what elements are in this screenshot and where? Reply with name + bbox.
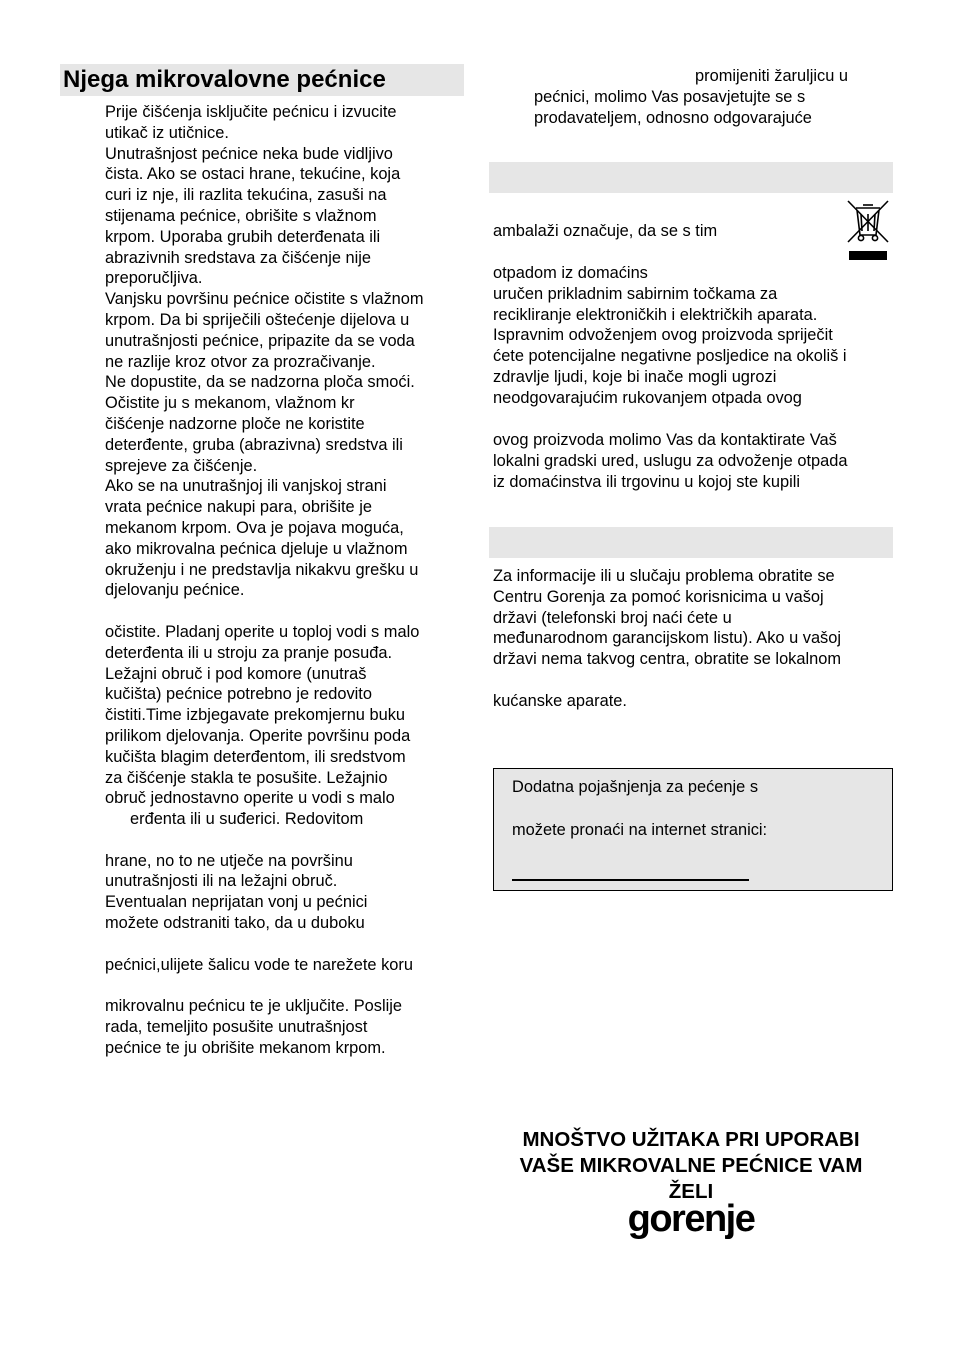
text-line: Ne dopustite, da se nadzorna ploča smoći. — [105, 373, 415, 392]
blank-line — [105, 601, 464, 622]
text-line: curi iz nje, ili razlita tekućina, zasuši na — [105, 186, 387, 205]
text-line: Unutrašnjost pećnice neka bude vidljivo — [105, 144, 393, 163]
text-line: čista. Ako se ostaci hrane, tekućine, koja — [105, 165, 401, 184]
text-line: prilikom djelovanja. Operite površinu poda — [105, 726, 411, 745]
env-text: otpadom iz domaćins uručen prikladnim sabirnim točkama za recikliranje elektroničkih i električkih aparata. Ispravnim odvoženjem ovog proizvoda spriječit ćete potencijalne negativne posljedice na okoliš i zdravlje ljudi, koje bi inače mogli ugrozi neodgovarajućim rukovanjem otpada ovog — [493, 264, 847, 407]
blank-line — [105, 830, 464, 851]
text-line: stijenama pećnice, obrišite s vlažnom — [105, 206, 377, 225]
text-line: pećnici,ulijete šalicu vode te narežete koru — [105, 955, 413, 974]
text-line: spreјeve za čišćenje. — [105, 456, 258, 475]
text-line: očistite. Pladanj operite u toploj vodi s malo — [105, 622, 420, 641]
env-contact-text: ovog proizvoda molimo Vas da kontaktirate Vaš lokalni gradski ured, uslugu za odvoženje otpada iz domaćinstva ili trgovinu u kojoj ste kupili — [493, 431, 848, 491]
text-line: vrata pećnice nakupi para, obrišite je — [105, 498, 372, 517]
blank-line — [105, 934, 464, 955]
blank-line — [105, 975, 464, 996]
section-bar-service — [489, 527, 893, 558]
text-line: Vanjsku površinu pećnice očistite s vlažnom — [105, 290, 424, 309]
text-line: čistiti.Time izbjegavate prekomjernu buku — [105, 706, 406, 725]
text-line: hrane, no to ne utječe na površinu — [105, 851, 353, 870]
text-line: čišćenje nadzorne ploče ne koristite — [105, 414, 365, 433]
text-line: erđenta ili u suđerici. Redovitom — [130, 810, 364, 829]
text-line: abrazivnih sredstava za čišćenje nije — [105, 248, 372, 267]
text-line: mikrovalnu pećnicu te je uključite. Poslije — [105, 997, 402, 1016]
care-instructions — [105, 102, 464, 1059]
text-line: obruč jednostavno operite u vodi s malo — [105, 789, 395, 808]
website-underline — [512, 879, 749, 881]
text-line: za čišćenje stakla te posušite. Ležajnio — [105, 768, 388, 787]
text-line: unutrašnjosti pećnice, pripazite da se voda — [105, 331, 415, 350]
crossed-out-wheelie-bin-icon — [843, 198, 893, 264]
gorenje-logo: gorenje — [627, 1198, 755, 1240]
text-line: krpom. Da bi spriječili oštećenje dijelova u — [105, 310, 410, 329]
text-line: deterđente, gruba (abrazivna) sredstva ili — [105, 435, 403, 454]
text-line: možete odstraniti tako, da u duboku — [105, 914, 365, 933]
text-line: djelovanju pećnice. — [105, 581, 245, 600]
info-box-line-1: Dodatna pojašnjenja za pećenje s — [512, 778, 759, 796]
closing-message: MNOŠTVO UŽITAKA PRI UPORABI VAŠE MIKROVALNE PEĆNICE VAM ŽELI — [519, 1128, 863, 1203]
text-line: okruženju i ne predstavlja nikakvu grešku u — [105, 560, 419, 579]
info-box — [493, 768, 893, 891]
text-line: kučišta blagim deterđentom, ili sredstvom — [105, 747, 406, 766]
text-line: deterđenta ili u stroju za pranje posuđa. — [105, 643, 393, 662]
text-line: Ako se na unutrašnjoj ili vanjskoj strani — [105, 477, 387, 496]
text-line: rada, temeljito posušite unutrašnjost — [105, 1018, 368, 1037]
text-line: pećnice te ju obrišite mekanom krpom. — [105, 1038, 386, 1057]
left-column — [60, 64, 464, 1059]
page-heading: Njega mikrovalovne pećnice — [60, 64, 464, 96]
text-line: utikač iz utičnice. — [105, 123, 229, 142]
env-line-1: ambalaži označuje, da se s tim — [493, 222, 718, 240]
service-last-line: kućanske aparate. — [493, 692, 627, 710]
text-line: Očistite ju s mekanom, vlažnom kr — [105, 394, 355, 413]
text-line: ako mikrovalna pećnica djeluje u vlažnom — [105, 539, 408, 558]
text-line: preporučljiva. — [105, 269, 203, 288]
text-line: ne razlije kroz otvor za prozračivanje. — [105, 352, 376, 371]
section-bar-environment — [489, 162, 893, 193]
text-line: krpom. Uporaba grubih deterđenata ili — [105, 227, 381, 246]
service-text: Za informacije ili u slučaju problema obratite se Centru Gorenja za pomoć korisnicima u vašoj državi (telefonski broj naći ćete u međunarodnom garancijskom listu). Ako u vašoj državi nema takvog centra, obratite se lokalnom — [493, 567, 842, 669]
text-line: mekanom krpom. Ova je pojava moguća, — [105, 518, 404, 537]
text-line: Eventualan neprijatan vonj u pećnici — [105, 893, 368, 912]
bulb-note: promijeniti žaruljicu u pećnici, molimo Vas posavjetujte se s prodavateljem, odnosno odgovarajuće — [534, 67, 849, 127]
text-line: Prije čišćenja isključite pećnicu i izvucite — [105, 103, 397, 121]
text-line: Ležajni obruč i pod komore (unutraš — [105, 664, 367, 683]
text-line: kučišta) pećnice potrebno je redovito — [105, 685, 372, 704]
info-box-line-2: možete pronaći na internet stranici: — [512, 821, 768, 839]
text-line: unutrašnjosti ili na ležajni obruč. — [105, 872, 338, 891]
